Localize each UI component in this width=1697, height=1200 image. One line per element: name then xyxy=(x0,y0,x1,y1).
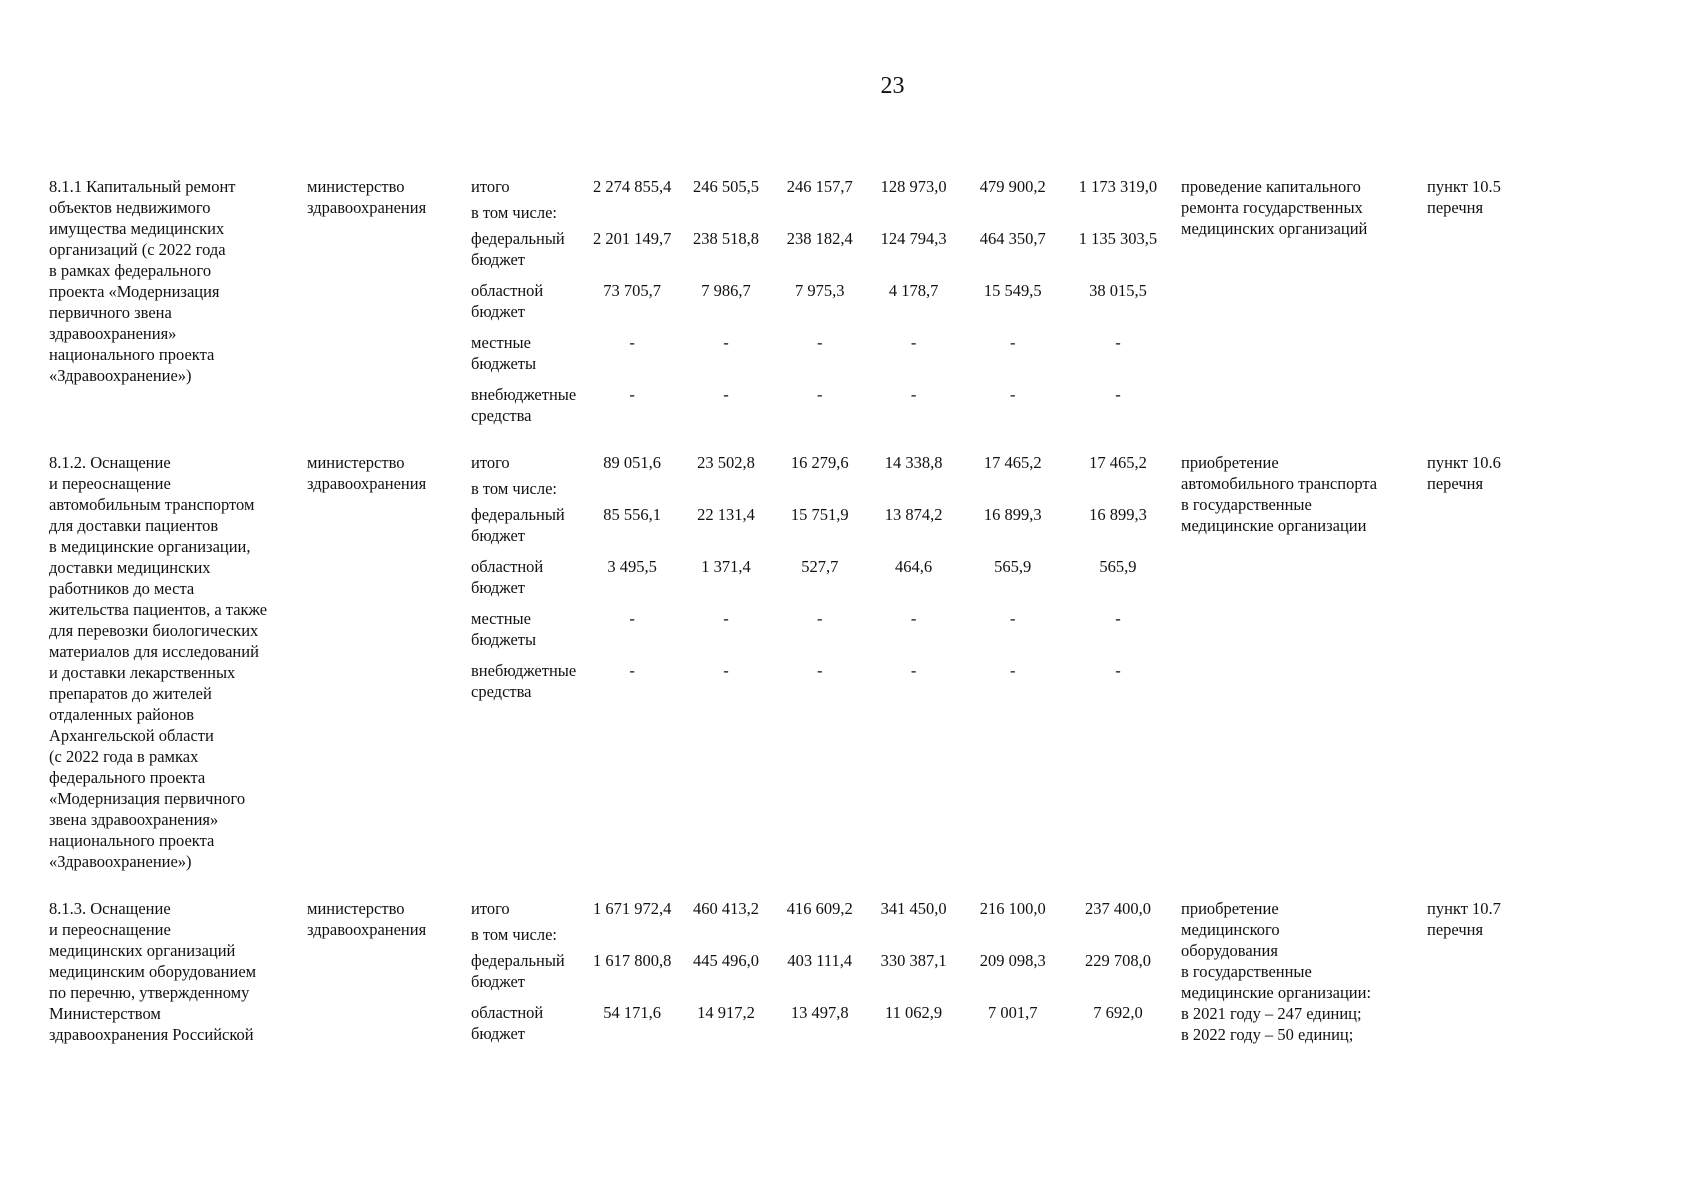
financing-source-label: федеральный бюджет xyxy=(471,505,565,545)
value-year-4: 464 350,7 xyxy=(979,229,1046,248)
value-year-4: 209 098,3 xyxy=(979,951,1046,970)
financing-table xyxy=(49,176,1649,1045)
table-row xyxy=(49,176,1649,426)
financing-source-label: в том числе: xyxy=(471,479,558,498)
value-total: - xyxy=(629,385,635,404)
value-year-1: 238 518,8 xyxy=(692,229,759,248)
financing-line xyxy=(471,228,1171,270)
value-year-5: 17 465,2 xyxy=(1089,453,1147,472)
value-total: - xyxy=(629,333,635,352)
value-year-4: - xyxy=(1009,609,1016,628)
value-year-3: 464,6 xyxy=(895,557,933,576)
value-year-3: 11 062,9 xyxy=(885,1003,943,1022)
value-year-1: 7 986,7 xyxy=(701,281,751,300)
value-total: 1 671 972,4 xyxy=(592,899,672,918)
value-total: 89 051,6 xyxy=(603,453,661,472)
value-year-5: 565,9 xyxy=(1099,557,1137,576)
financing-line xyxy=(471,384,1171,426)
value-year-1: 246 505,5 xyxy=(692,177,759,196)
financing-line xyxy=(471,452,1171,473)
value-year-5: 1 173 319,0 xyxy=(1078,177,1158,196)
value-total: - xyxy=(629,661,635,680)
financing-line xyxy=(471,556,1171,598)
value-year-1: 1 371,4 xyxy=(701,557,751,576)
financing-line xyxy=(471,1002,1171,1044)
financing-source-label: внебюджетные средства xyxy=(471,385,577,425)
value-year-2: 15 751,9 xyxy=(790,505,849,524)
financing-line xyxy=(471,950,1171,992)
financing-source-label: итого xyxy=(471,453,510,472)
value-year-4: 15 549,5 xyxy=(983,281,1042,300)
value-year-1: 23 502,8 xyxy=(697,453,755,472)
financing-line xyxy=(471,176,1171,197)
value-total: 85 556,1 xyxy=(603,505,661,524)
financing-source-label: в том числе: xyxy=(471,203,558,222)
value-year-4: 7 001,7 xyxy=(987,1003,1038,1022)
value-year-5: 38 015,5 xyxy=(1089,281,1147,300)
value-year-4: - xyxy=(1009,333,1016,352)
expected-result: приобретение медицинского оборудования в государственные медицинские организации: в 2021 году – 247 единиц; в 2022 году – 50 единиц; xyxy=(1181,899,1372,1044)
activity-name: 8.1.1 Капитальный ремонт объектов недвижимого имущества медицинских организаций (с 2022 года в рамках федерального проекта «Модернизация первичного звена здравоохранения» национального проекта «Здравоохранение») xyxy=(49,177,236,385)
value-year-2: 246 157,7 xyxy=(786,177,853,196)
value-year-2: - xyxy=(817,661,823,680)
value-year-4: 479 900,2 xyxy=(979,177,1046,196)
value-year-3: - xyxy=(910,385,917,404)
value-year-3: 14 338,8 xyxy=(884,453,943,472)
financing-line xyxy=(471,478,1171,499)
value-year-4: 16 899,3 xyxy=(983,505,1042,524)
financing-line xyxy=(471,504,1171,546)
value-year-3: 124 794,3 xyxy=(880,229,947,248)
executor: министерство здравоохранения xyxy=(307,899,427,939)
value-total: 1 617 800,8 xyxy=(592,951,672,970)
list-reference: пункт 10.7 перечня xyxy=(1427,899,1501,939)
value-year-5: - xyxy=(1115,333,1121,352)
value-year-4: 17 465,2 xyxy=(983,453,1042,472)
value-year-3: 128 973,0 xyxy=(880,177,947,196)
financing-source-label: внебюджетные средства xyxy=(471,661,577,701)
executor: министерство здравоохранения xyxy=(307,177,427,217)
financing-source-label: федеральный бюджет xyxy=(471,229,565,269)
value-year-4: - xyxy=(1009,661,1016,680)
value-year-2: - xyxy=(817,333,823,352)
executor: министерство здравоохранения xyxy=(307,453,427,493)
value-total: 2 274 855,4 xyxy=(592,177,672,196)
financing-block xyxy=(471,898,1171,1044)
financing-source-label: итого xyxy=(471,177,510,196)
list-reference: пункт 10.6 перечня xyxy=(1427,453,1501,493)
table-row xyxy=(49,898,1649,1045)
value-total: 2 201 149,7 xyxy=(592,229,672,248)
value-year-4: 216 100,0 xyxy=(979,899,1046,918)
financing-line xyxy=(471,608,1171,650)
financing-source-label: областной бюджет xyxy=(471,1003,544,1043)
financing-source-label: итого xyxy=(471,899,510,918)
value-year-5: 1 135 303,5 xyxy=(1078,229,1158,248)
value-year-5: 229 708,0 xyxy=(1084,951,1151,970)
value-year-2: 16 279,6 xyxy=(790,453,849,472)
value-year-1: 14 917,2 xyxy=(697,1003,755,1022)
list-reference: пункт 10.5 перечня xyxy=(1427,177,1501,217)
financing-line xyxy=(471,280,1171,322)
value-year-2: 238 182,4 xyxy=(786,229,853,248)
value-year-1: 460 413,2 xyxy=(692,899,759,918)
value-year-3: 341 450,0 xyxy=(880,899,947,918)
value-year-1: 22 131,4 xyxy=(697,505,755,524)
value-year-3: 330 387,1 xyxy=(880,951,947,970)
activity-name: 8.1.3. Оснащение и переоснащение медицинских организаций медицинским оборудованием по перечню, утвержденному Министерством здравоохранения Российской xyxy=(49,899,257,1044)
financing-line xyxy=(471,332,1171,374)
value-year-2: 13 497,8 xyxy=(790,1003,849,1022)
value-year-2: - xyxy=(817,609,823,628)
financing-line xyxy=(471,202,1171,223)
value-year-2: 527,7 xyxy=(801,557,839,576)
value-year-2: - xyxy=(817,385,823,404)
expected-result: проведение капитального ремонта государственных медицинских организаций xyxy=(1181,177,1368,238)
financing-source-label: в том числе: xyxy=(471,925,558,944)
financing-source-label: местные бюджеты xyxy=(471,333,537,373)
financing-source-label: областной бюджет xyxy=(471,281,544,321)
financing-line xyxy=(471,660,1171,702)
financing-block xyxy=(471,452,1171,702)
financing-source-label: федеральный бюджет xyxy=(471,951,565,991)
table-row xyxy=(49,452,1649,872)
value-year-2: 403 111,4 xyxy=(787,951,853,970)
value-year-5: - xyxy=(1115,661,1121,680)
activity-name: 8.1.2. Оснащение и переоснащение автомобильным транспортом для доставки пациентов в медицинские организации, доставки медицинских работников до места жительства пациентов, а также для перевозки биологических материалов для исследований и доставки лекарственных препаратов до жителей отдаленных районов Архангельской области (с 2022 года в рамках федерального проекта «Модернизация первичного звена здравоохранения» национального проекта «Здравоохранение») xyxy=(49,453,268,871)
financing-source-label: местные бюджеты xyxy=(471,609,537,649)
value-year-5: 237 400,0 xyxy=(1084,899,1151,918)
value-year-1: - xyxy=(723,661,729,680)
value-year-3: 13 874,2 xyxy=(884,505,943,524)
value-year-3: - xyxy=(910,609,917,628)
value-year-2: 416 609,2 xyxy=(786,899,853,918)
financing-source-label: областной бюджет xyxy=(471,557,544,597)
value-year-5: - xyxy=(1115,385,1121,404)
value-year-5: 16 899,3 xyxy=(1089,505,1147,524)
value-year-1: 445 496,0 xyxy=(692,951,759,970)
financing-block xyxy=(471,176,1171,426)
value-year-1: - xyxy=(723,333,729,352)
value-year-1: - xyxy=(723,609,729,628)
value-year-4: 565,9 xyxy=(994,557,1032,576)
value-total: - xyxy=(629,609,635,628)
value-year-5: - xyxy=(1115,609,1121,628)
value-total: 3 495,5 xyxy=(607,557,657,576)
value-total: 73 705,7 xyxy=(603,281,661,300)
expected-result: приобретение автомобильного транспорта в государственные медицинские организации xyxy=(1181,453,1378,535)
value-year-3: - xyxy=(910,333,917,352)
value-year-3: - xyxy=(910,661,917,680)
financing-line xyxy=(471,924,1171,945)
value-year-1: - xyxy=(723,385,729,404)
page-number: 23 xyxy=(880,73,905,99)
financing-line xyxy=(471,898,1171,919)
value-total: 54 171,6 xyxy=(603,1003,661,1022)
value-year-2: 7 975,3 xyxy=(795,281,845,300)
value-year-3: 4 178,7 xyxy=(888,281,939,300)
value-year-5: 7 692,0 xyxy=(1093,1003,1143,1022)
value-year-4: - xyxy=(1009,385,1016,404)
